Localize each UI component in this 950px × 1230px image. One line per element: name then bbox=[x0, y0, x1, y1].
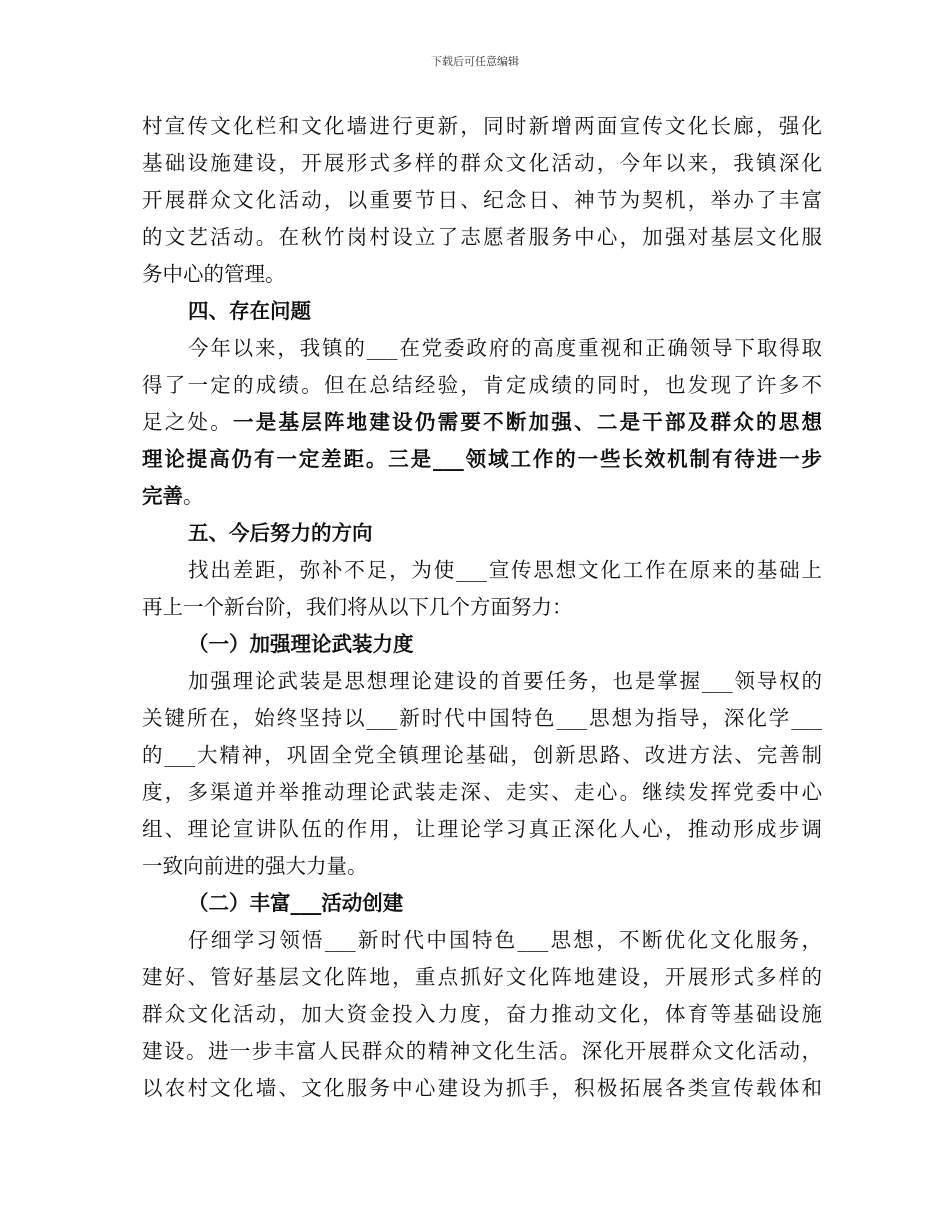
body-line: 建好、管好基层文化阵地，重点抓好文化阵地建设，开展形式多样的 bbox=[142, 965, 822, 989]
body-line: 组、理论宣讲队伍的作用，让理论学习真正深化人心，推动形成步调 bbox=[142, 817, 822, 841]
body-line: 群众文化活动，加大资金投入力度，奋力推动文化，体育等基础设施 bbox=[142, 1002, 822, 1026]
body-line: 一致向前进的强大力量。 bbox=[142, 854, 368, 878]
document-body bbox=[142, 108, 822, 1107]
body-line: 建设。进一步丰富人民群众的精神文化生活。深化开展群众文化活动， bbox=[142, 1039, 822, 1063]
body-line: 仔细学习领悟___新时代中国特色___思想，不断优化文化服务， bbox=[188, 928, 822, 952]
bold-text: 一是基层阵地建设仍需要不断加强、二是干部及群众的思想 bbox=[232, 410, 823, 434]
body-line: 得了一定的成绩。但在总结经验，肯定成绩的同时，也发现了许多不 bbox=[142, 373, 822, 397]
body-line: 以农村文化墙、文化服务中心建设为抓手，积极拓展各类宣传载体和 bbox=[142, 1076, 822, 1100]
plain-text: 足之处。 bbox=[142, 410, 233, 434]
section-heading: 五、今后努力的方向 bbox=[188, 521, 373, 545]
body-line: 找出差距，弥补不足，为使___宣传思想文化工作在原来的基础上 bbox=[188, 558, 822, 582]
body-line: 今年以来，我镇的___在党委政府的高度重视和正确领导下取得取 bbox=[188, 336, 822, 360]
body-line: 基础设施建设，开展形式多样的群众文化活动，今年以来，我镇深化 bbox=[142, 151, 822, 175]
section-heading: 四、存在问题 bbox=[188, 299, 311, 323]
body-line: 村宣传文化栏和文化墙进行更新，同时新增两面宣传文化长廊，强化 bbox=[142, 114, 822, 138]
body-line: 务中心的管理。 bbox=[142, 262, 286, 286]
body-line: 的文艺活动。在秋竹岗村设立了志愿者服务中心，加强对基层文化服 bbox=[142, 225, 822, 249]
body-line: 加强理论武装是思想理论建设的首要任务，也是掌握___领导权的 bbox=[188, 669, 822, 693]
body-line bbox=[142, 478, 822, 515]
body-line: 度，多渠道并举推动理论武装走深、走实、走心。继续发挥党委中心 bbox=[142, 780, 822, 804]
subsection-heading: （二）丰富___活动创建 bbox=[188, 891, 404, 915]
body-line bbox=[142, 404, 822, 441]
body-line: 理论提高仍有一定差距。三是___领域工作的一些长效机制有待进一步 bbox=[142, 447, 822, 471]
body-line: 开展群众文化活动，以重要节日、纪念日、神节为契机，举办了丰富 bbox=[142, 188, 822, 212]
page-header: 下载后可任意编辑 bbox=[431, 55, 519, 68]
bold-text: 完善 bbox=[142, 484, 183, 508]
body-line: 的___大精神，巩固全党全镇理论基础，创新思路、改进方法、完善制 bbox=[142, 743, 822, 767]
body-line: 再上一个新台阶，我们将从以下几个方面努力： bbox=[142, 595, 573, 619]
plain-text: 。 bbox=[183, 484, 204, 508]
body-line: 关键所在，始终坚持以___新时代中国特色___思想为指导，深化学___ bbox=[142, 706, 822, 730]
subsection-heading: （一）加强理论武装力度 bbox=[188, 632, 414, 656]
